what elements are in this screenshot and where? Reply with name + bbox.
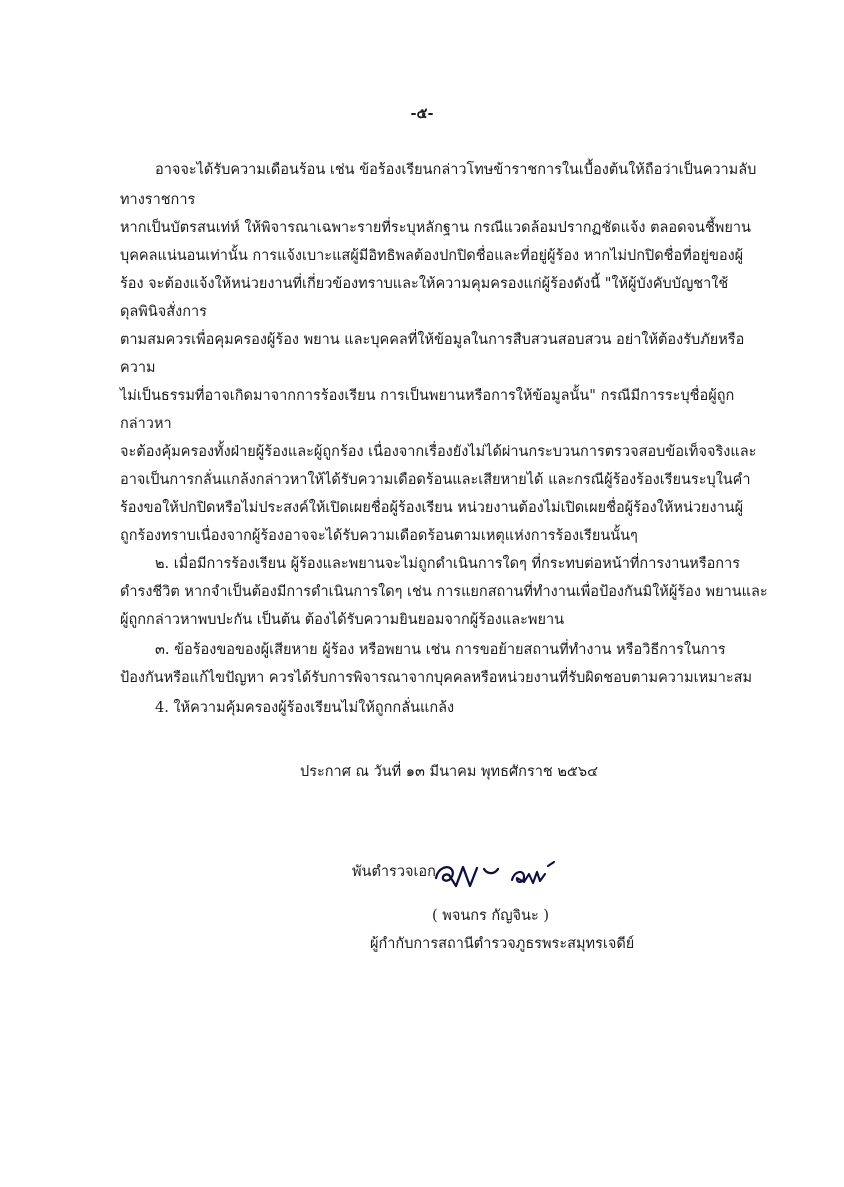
body-line: ทางราชการ	[120, 192, 196, 208]
body-line: ผู้ถูกกล่าวหาพบปะกัน เป็นต้น ต้องได้รับความยินยอมจากผู้ร้องและพยาน	[120, 612, 565, 628]
body-line: บุคคลแน่นอนเท่านั้น การแจ้งเบาะแสผู้มีอิทธิพลต้องปกปิดชื่อและที่อยู่ผู้ร้อง หากไม่ปกปิดชื่อที่อยู่ของผู้	[120, 248, 744, 264]
signer-position: ผู้กำกับการสถานีตำรวจภูธรพระสมุทรเจดีย์	[370, 936, 635, 952]
body-line: ดุลพินิจสั่งการ	[120, 304, 207, 320]
body-line: 4. ให้ความคุ้มครองผู้ร้องเรียนไม่ให้ถูกกลั่นแกล้ง	[155, 700, 455, 716]
body-line: ตามสมควรเพื่อคุมครองผู้ร้อง พยาน และบุคคลที่ให้ข้อมูลในการสืบสวนสอบสวน อย่าให้ต้องรับภัยหรือ	[120, 332, 745, 348]
body-line: ดำรงชีวิต หากจำเป็นต้องมีการดำเนินการใดๆ เช่น การแยกสถานที่ทำงานเพื่อป้องกันมิให้ผู้ร้อง พยานและ	[120, 584, 768, 600]
signer-rank: พันตำรวจเอก	[352, 864, 436, 880]
announcement-date: ประกาศ ณ วันที่ ๑๓ มีนาคม พุทธศักราช ๒๕๖๔	[300, 764, 599, 780]
signer-name: ( พจนกร กัญจินะ )	[432, 908, 550, 924]
body-line: ๓. ข้อร้องขอของผู้เสียหาย ผู้ร้อง หรือพยาน เช่น การขอย้ายสถานที่ทำงาน หรือวิธีการในการ	[155, 642, 726, 658]
body-line: ถูกร้องทราบเนื่องจากผู้ร้องอาจจะได้รับความเดือดร้อนตามเหตุแห่งการร้องเรียนนั้นๆ	[120, 528, 638, 544]
body-line: ร้องขอให้ปกปิดหรือไม่ประสงค์ให้เปิดเผยชื่อผู้ร้องเรียน หน่วยงานต้องไม่เปิดเผยชื่อผู้ร้องให้หน่วยงานผู้	[120, 500, 744, 516]
body-line: หากเป็นบัตรสนเท่ห์ ให้พิจารณาเฉพาะรายที่ระบุหลักฐาน กรณีแวดล้อมปรากฏชัดแจ้ง ตลอดจนชี้พยาน	[120, 220, 751, 236]
body-line: อาจเป็นการกลั่นแกล้งกล่าวหาให้ได้รับความเดือดร้อนและเสียหายได้ และกรณีผู้ร้องร้องเรียนระบุในคำ	[120, 472, 751, 488]
signature-image	[432, 856, 564, 896]
body-line: ป้องกันหรือแก้ไขปัญหา ควรได้รับการพิจารณาจากบุคคลหรือหน่วยงานที่รับผิดชอบตามความเหมาะสม	[120, 670, 753, 686]
body-line: ไม่เป็นธรรมที่อาจเกิดมาจากการร้องเรียน การเป็นพยานหรือการให้ข้อมูลนั้น" กรณีมีการระบุชื่อผู้ถูก	[120, 388, 735, 404]
body-line: กล่าวหา	[120, 416, 172, 432]
body-line: ความ	[120, 360, 156, 376]
body-line: จะต้องคุ้มครองทั้งฝ่ายผู้ร้องและผู้ถูกร้อง เนื่องจากเรื่องยังไม่ได้ผ่านกระบวนการตรวจสอบข้อเท็จจริงและ	[120, 444, 757, 460]
body-line: ๒. เมื่อมีการร้องเรียน ผู้ร้องและพยานจะไม่ถูกดำเนินการใดๆ ที่กระทบต่อหน้าที่การงานหรือการ	[155, 556, 741, 572]
body-line: อาจจะได้รับความเดือนร้อน เช่น ข้อร้องเรียนกล่าวโทษข้าราชการในเบื้องต้นให้ถือว่าเป็นความลับ	[155, 162, 757, 178]
body-line: ร้อง จะต้องแจ้งให้หน่วยงานที่เกี่ยวข้องทราบและให้ความคุมครองแก่ผู้ร้องดังนี้ "ให้ผู้บังคับบัญชาใช้	[120, 276, 729, 292]
page-number: -๕-	[410, 105, 434, 122]
